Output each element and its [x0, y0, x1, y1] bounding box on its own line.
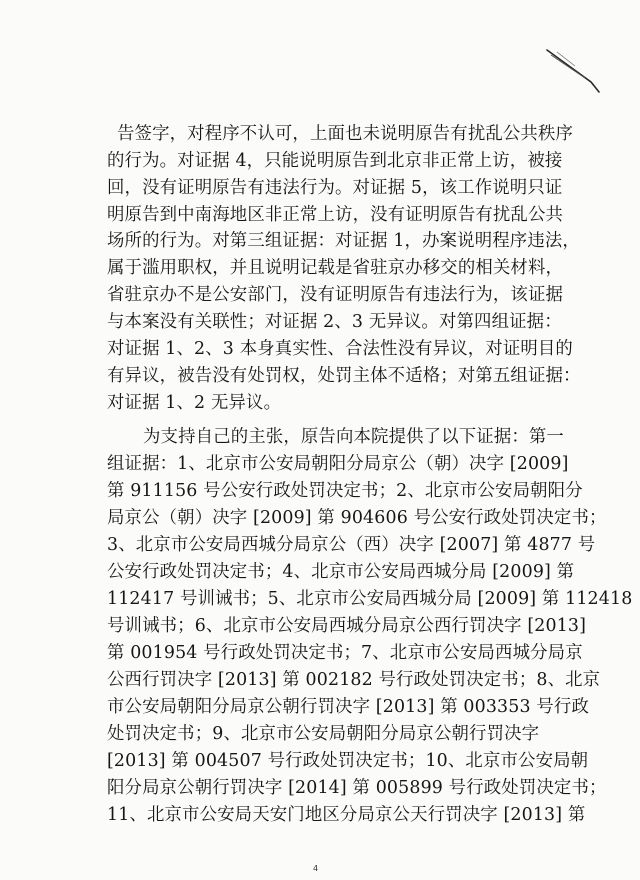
body-line: 公安行政处罚决定书；4、北京市公安局西城分局 [2009] 第: [107, 562, 575, 582]
body-line: 处罚决定书；9、北京市公安局朝阳分局京公朝行罚决字: [107, 724, 540, 744]
body-line: 省驻京办不是公安部门，没有证明原告有违法行为，该证据: [107, 285, 564, 305]
body-line: 组证据：1、北京市公安局朝阳分局京公（朝）决字 [2009]: [107, 454, 569, 474]
paragraph-start-line: 为支持自己的主张，原告向本院提供了以下证据：第一: [143, 427, 564, 447]
body-line: 第 911156 号公安行政处罚决定书；2、北京市公安局朝阳分: [107, 481, 583, 501]
body-line: 阳分局京公朝行罚决字 [2014] 第 005899 号行政处罚决定书；: [107, 778, 607, 798]
body-line: 对证据 1、2、3 本身真实性、合法性没有异议，对证明目的: [107, 339, 573, 359]
body-line: 属于滥用职权，并且说明记载是省驻京办移交的相关材料，: [107, 258, 564, 278]
body-line: 明原告到中南海地区非正常上访，没有证明原告有扰乱公共: [107, 205, 564, 225]
body-line: 局京公（朝）决字 [2009] 第 904606 号公安行政处罚决定书；: [107, 508, 607, 528]
body-line: [2013] 第 004507 号行政处罚决定书；10、北京市公安局朝: [107, 751, 589, 771]
body-line: 有异议，被告没有处罚权，处罚主体不适格；对第五组证据：: [107, 366, 581, 386]
body-line: 回，没有证明原告有违法行为。对证据 5，该工作说明只证: [107, 178, 563, 198]
body-line: 第 001954 号行政处罚决定书；7、北京市公安局西城分局京: [107, 643, 583, 663]
body-line: 告签字，对程序不认可，上面也未说明原告有扰乱公共秩序: [117, 124, 574, 144]
page-number: 4: [313, 864, 319, 873]
body-line: 3、北京市公安局西城分局京公（西）决字 [2007] 第 4877 号: [107, 535, 596, 555]
body-line: 的行为。对证据 4，只能说明原告到北京非正常上访，被接: [107, 151, 563, 171]
body-line: 与本案没有关联性；对证据 2、3 无异议。对第四组证据：: [107, 312, 562, 332]
body-line: 11、北京市公安局天安门地区分局京公天行罚决字 [2013] 第: [107, 805, 586, 825]
body-line: 112417 号训诫书；5、北京市公安局西城分局 [2009] 第 112418: [107, 589, 633, 609]
body-line: 对证据 1、2 无异议。: [107, 393, 282, 413]
body-line: 公西行罚决字 [2013] 第 002182 号行政处罚决定书；8、北京: [107, 670, 601, 690]
body-line: 市公安局朝阳分局京公朝行罚决字 [2013] 第 003353 号行政: [107, 697, 589, 717]
body-line: 场所的行为。对第三组证据：对证据 1，办案说明程序违法，: [107, 231, 580, 251]
body-line: 号训诫书；6、北京市公安局西城分局京公西行罚决字 [2013]: [107, 616, 587, 636]
